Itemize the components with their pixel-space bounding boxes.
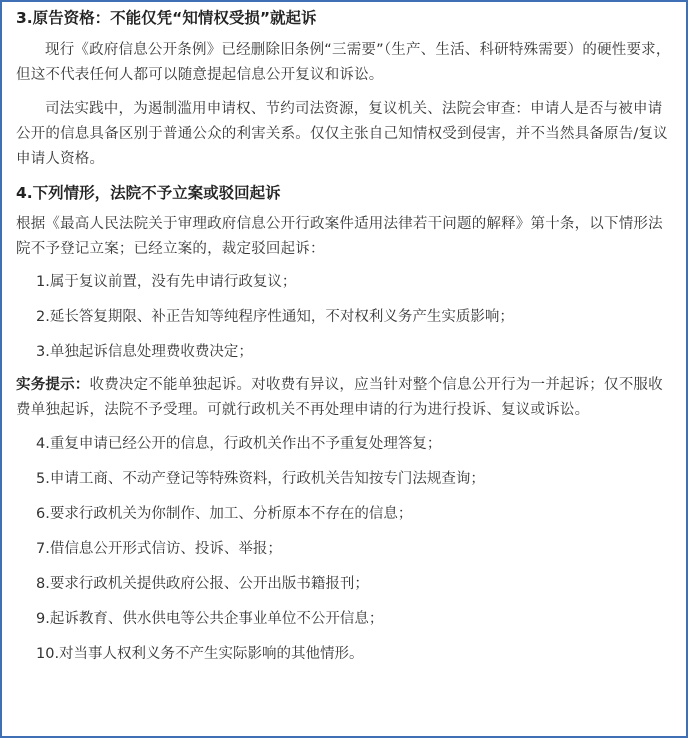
section4-intro: 根据《最高人民法院关于审理政府信息公开行政案件适用法律若干问题的解释》第十条，以下情形法院不予登记立案；已经立案的，裁定驳回起诉： <box>16 216 663 257</box>
practice-tip-text: 收费决定不能单独起诉。对收费有异议，应当针对整个信息公开行为一并起诉；仅不服收费单独起诉，法院不予受理。可就行政机关不再处理申请的行为进行投诉、复议或诉讼。 <box>16 377 663 418</box>
list-item: 5.申请工商、不动产登记等特殊资料，行政机关告知按专门法规查询； <box>36 471 485 487</box>
list-item: 10.对当事人权利义务不产生实际影响的其他情形。 <box>36 646 364 662</box>
section4-heading: 4.下列情形，法院不予立案或驳回起诉 <box>16 184 281 202</box>
section3-paragraph-2: 司法实践中，为遏制滥用申请权、节约司法资源，复议机关、法院会审查：申请人是否与被申请公开的信息具备区别于普通公众的利害关系。仅仅主张自己知情权受到侵害，并不当然具备原告/复议申请人资格。 <box>16 101 668 167</box>
list-item: 3.单独起诉信息处理费收费决定； <box>36 344 253 360</box>
list-item: 6.要求行政机关为你制作、加工、分析原本不存在的信息； <box>36 506 413 522</box>
practice-tip-label: 实务提示： <box>16 377 90 393</box>
section3-heading: 3.原告资格：不能仅凭“知情权受损”就起诉 <box>16 9 317 27</box>
list-item: 2.延长答复期限、补正告知等纯程序性通知，不对权利义务产生实质影响； <box>36 309 514 325</box>
list-item: 4.重复申请已经公开的信息，行政机关作出不予重复处理答复； <box>36 436 442 452</box>
list-item: 9.起诉教育、供水供电等公共企事业单位不公开信息； <box>36 611 384 627</box>
practice-tip <box>16 373 674 423</box>
list-item: 1.属于复议前置，没有先申请行政复议； <box>36 274 297 290</box>
section3-paragraph-1: 现行《政府信息公开条例》已经删除旧条例“三需要”（生产、生活、科研特殊需要）的硬性要求，但这不代表任何人都可以随意提起信息公开复议和诉讼。 <box>16 42 671 83</box>
list-item: 8.要求行政机关提供政府公报、公开出版书籍报刊； <box>36 576 369 592</box>
article-content <box>16 6 674 666</box>
list-item: 7.借信息公开形式信访、投诉、举报； <box>36 541 282 557</box>
